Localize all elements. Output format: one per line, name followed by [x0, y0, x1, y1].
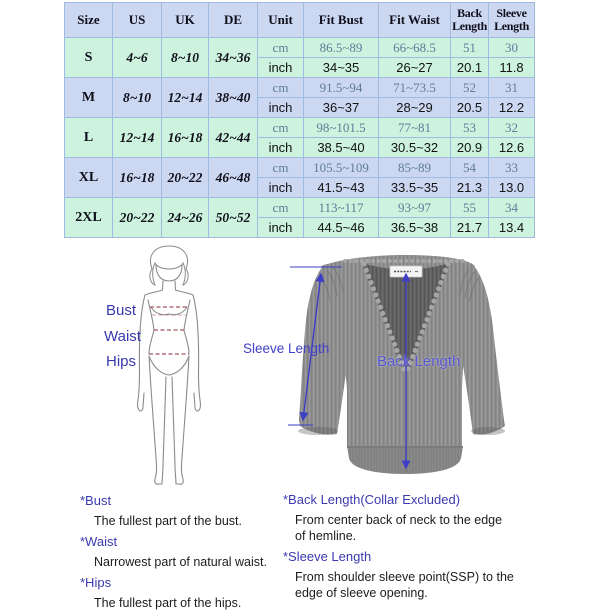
- right-sleeve: [462, 263, 505, 435]
- value-cell: 33: [489, 158, 535, 178]
- waist-definition-title: *Waist: [80, 534, 118, 549]
- value-cell: 44.5~46: [304, 218, 379, 238]
- value-cell: 20.1: [451, 58, 489, 78]
- table-row: [65, 118, 535, 138]
- value-cell: 66~68.5: [379, 38, 451, 58]
- header-uk: UK: [162, 3, 209, 38]
- hips-definition-desc: The fullest part of the hips.: [94, 596, 242, 610]
- value-cell: 30.5~32: [379, 138, 451, 158]
- de-cell: 50~52: [209, 198, 258, 238]
- unit-cell: cm: [258, 118, 304, 138]
- value-cell: 54: [451, 158, 489, 178]
- value-cell: 11.8: [489, 58, 535, 78]
- unit-cell: inch: [258, 138, 304, 158]
- definitions-left-column: [80, 489, 290, 616]
- value-cell: 13.0: [489, 178, 535, 198]
- uk-cell: 12~14: [162, 78, 209, 118]
- unit-cell: cm: [258, 198, 304, 218]
- value-cell: 93~97: [379, 198, 451, 218]
- bust-definition-title: *Bust: [80, 493, 112, 508]
- value-cell: 36~37: [304, 98, 379, 118]
- de-cell: 34~36: [209, 38, 258, 78]
- value-cell: 33.5~35: [379, 178, 451, 198]
- header-sleeve-length: Sleeve Length: [489, 3, 535, 38]
- hips-definition-title: *Hips: [80, 575, 112, 590]
- value-cell: 12.6: [489, 138, 535, 158]
- header-unit: Unit: [258, 3, 304, 38]
- us-cell: 8~10: [113, 78, 162, 118]
- value-cell: 71~73.5: [379, 78, 451, 98]
- value-cell: 32: [489, 118, 535, 138]
- value-cell: 91.5~94: [304, 78, 379, 98]
- us-cell: 16~18: [113, 158, 162, 198]
- value-cell: 36.5~38: [379, 218, 451, 238]
- sleeve-length-definition-title: *Sleeve Length: [283, 549, 372, 564]
- hem-band: [347, 446, 463, 474]
- value-cell: 77~81: [379, 118, 451, 138]
- unit-cell: inch: [258, 58, 304, 78]
- header-back-length: Back Length: [451, 3, 489, 38]
- value-cell: 20.9: [451, 138, 489, 158]
- size-chart-table: [64, 2, 535, 238]
- unit-cell: cm: [258, 158, 304, 178]
- header-de: DE: [209, 3, 258, 38]
- hips-label: Hips: [106, 353, 137, 370]
- de-cell: 46~48: [209, 158, 258, 198]
- size-block-l: [65, 118, 535, 158]
- value-cell: 55: [451, 198, 489, 218]
- value-cell: 38.5~40: [304, 138, 379, 158]
- value-cell: 34: [489, 198, 535, 218]
- header-us: US: [113, 3, 162, 38]
- de-cell: 42~44: [209, 118, 258, 158]
- size-cell: M: [65, 78, 113, 118]
- us-cell: 4~6: [113, 38, 162, 78]
- size-block-2xl: [65, 198, 535, 238]
- uk-cell: 8~10: [162, 38, 209, 78]
- size-cell: L: [65, 118, 113, 158]
- sleeve-length-label: Sleeve Length: [243, 341, 330, 356]
- value-cell: 21.7: [451, 218, 489, 238]
- back-length-label: Back Length: [377, 353, 461, 370]
- value-cell: 41.5~43: [304, 178, 379, 198]
- value-cell: 12.2: [489, 98, 535, 118]
- value-cell: 20.5: [451, 98, 489, 118]
- header-size: Size: [65, 3, 113, 38]
- value-cell: 34~35: [304, 58, 379, 78]
- unit-cell: cm: [258, 78, 304, 98]
- definitions-right-column: [283, 487, 573, 606]
- value-cell: 85~89: [379, 158, 451, 178]
- value-cell: 51: [451, 38, 489, 58]
- sleeve-length-definition-desc: From shoulder sleeve point(SSP) to the: [295, 570, 514, 584]
- size-cell: S: [65, 38, 113, 78]
- table-row: [65, 158, 535, 178]
- header-row: [65, 3, 535, 38]
- value-cell: 21.3: [451, 178, 489, 198]
- size-block-xl: [65, 158, 535, 198]
- table-row: [65, 198, 535, 218]
- value-cell: 98~101.5: [304, 118, 379, 138]
- value-cell: 30: [489, 38, 535, 58]
- header-fit-waist: Fit Waist: [379, 3, 451, 38]
- waist-label: Waist: [104, 328, 141, 345]
- bust-label: Bust: [106, 302, 137, 319]
- table-row: [65, 38, 535, 58]
- table-row: [65, 78, 535, 98]
- unit-cell: inch: [258, 218, 304, 238]
- figure-outline: [138, 246, 201, 484]
- uk-cell: 16~18: [162, 118, 209, 158]
- value-cell: 13.4: [489, 218, 535, 238]
- size-block-s: [65, 38, 535, 78]
- value-cell: 53: [451, 118, 489, 138]
- unit-cell: inch: [258, 178, 304, 198]
- size-cell: 2XL: [65, 198, 113, 238]
- sleeve-length-definition-desc: edge of sleeve opening.: [295, 586, 428, 600]
- uk-cell: 24~26: [162, 198, 209, 238]
- back-length-definition-desc: of hemline.: [295, 529, 357, 543]
- waist-definition-desc: Narrowest part of natural waist.: [94, 555, 267, 569]
- value-cell: 26~27: [379, 58, 451, 78]
- back-length-definition-title: *Back Length(Collar Excluded): [283, 492, 461, 507]
- value-cell: 113~117: [304, 198, 379, 218]
- unit-cell: inch: [258, 98, 304, 118]
- value-cell: 28~29: [379, 98, 451, 118]
- de-cell: 38~40: [209, 78, 258, 118]
- uk-cell: 20~22: [162, 158, 209, 198]
- us-cell: 20~22: [113, 198, 162, 238]
- us-cell: 12~14: [113, 118, 162, 158]
- header-fit-bust: Fit Bust: [304, 3, 379, 38]
- size-block-m: [65, 78, 535, 118]
- value-cell: 86.5~89: [304, 38, 379, 58]
- value-cell: 105.5~109: [304, 158, 379, 178]
- value-cell: 31: [489, 78, 535, 98]
- bust-definition-desc: The fullest part of the bust.: [94, 514, 242, 528]
- value-cell: 52: [451, 78, 489, 98]
- size-cell: XL: [65, 158, 113, 198]
- back-length-definition-desc: From center back of neck to the edge: [295, 513, 503, 527]
- unit-cell: cm: [258, 38, 304, 58]
